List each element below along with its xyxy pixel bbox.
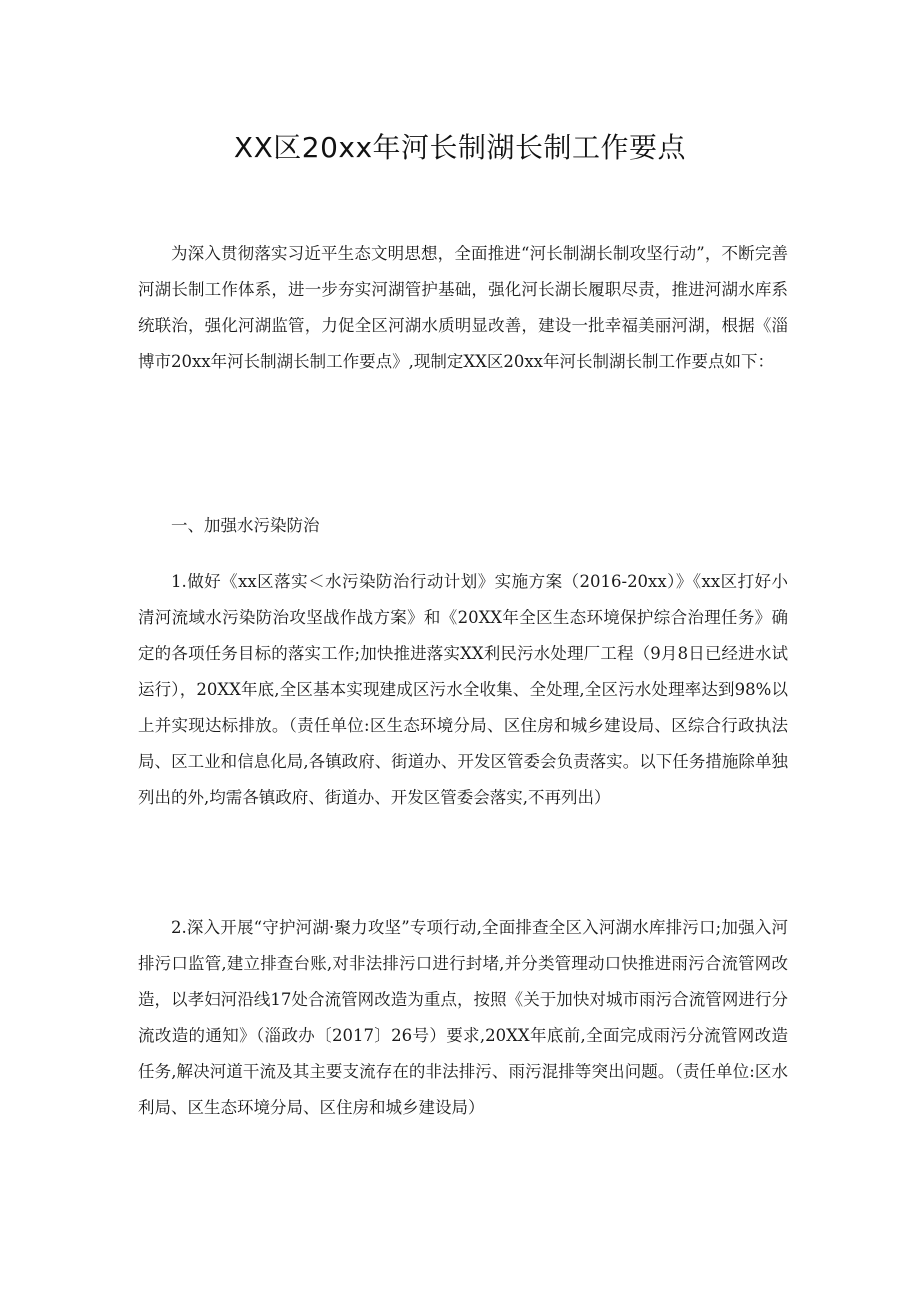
intro-paragraph-block [138, 236, 788, 380]
section-item: 1.做好《xx区落实＜水污染防治行动计划》实施方案（2016-20xx）》《xx区打好小清河流域水污染防治攻坚战作战方案》和《20XX年全区生态环境保护综合治理任务》确定的各项任务目标的落实工作;加快推进落实XX利民污水处理厂工程（9月8日已经进水试运行），20XX年底,全区基本实现建成区污水全收集、全处理,全区污水处理率达到98%以上并实现达标排放。（责任单位:区生态环境分局、区住房和城乡建设局、区综合行政执法局、区工业和信息化局,各镇政府、街道办、开发区管委会负责落实。以下任务措施除单独列出的外,均需各镇政府、街道办、开发区管委会落实,不再列出） [138, 572, 788, 807]
section-heading-block [138, 508, 788, 544]
section-heading: 一、加强水污染防治 [171, 516, 320, 535]
page-title: XX区20xx年河长制湖长制工作要点 [233, 131, 687, 164]
section-item: 2.深入开展“守护河湖·聚力攻坚”专项行动,全面排查全区入河湖水库排污口;加强入河排污口监管,建立排查台账,对非法排污口进行封堵,并分类管理动口快推进雨污合流管网改造，以孝妇河沿线17处合流管网改造为重点，按照《关于加快对城市雨污合流管网进行分流改造的通知》（淄政办〔2017〕26号）要求,20XX年底前,全面完成雨污分流管网改造任务,解决河道干流及其主要支流存在的非法排污、雨污混排等突出问题。（责任单位:区水利局、区生态环境分局、区住房和城乡建设局） [138, 918, 788, 1117]
section-item-block [138, 564, 788, 816]
section-item-block [138, 910, 788, 1126]
intro-paragraph: 为深入贯彻落实习近平生态文明思想，全面推进“河长制湖长制攻坚行动”，不断完善河湖长制工作体系，进一步夯实河湖管护基础，强化河长湖长履职尽责，推进河湖水库系统联治，强化河湖监管，力促全区河湖水质明显改善，建设一批幸福美丽河湖，根据《淄博市20xx年河长制湖长制工作要点》,现制定XX区20xx年河长制湖长制工作要点如下： [138, 244, 788, 371]
